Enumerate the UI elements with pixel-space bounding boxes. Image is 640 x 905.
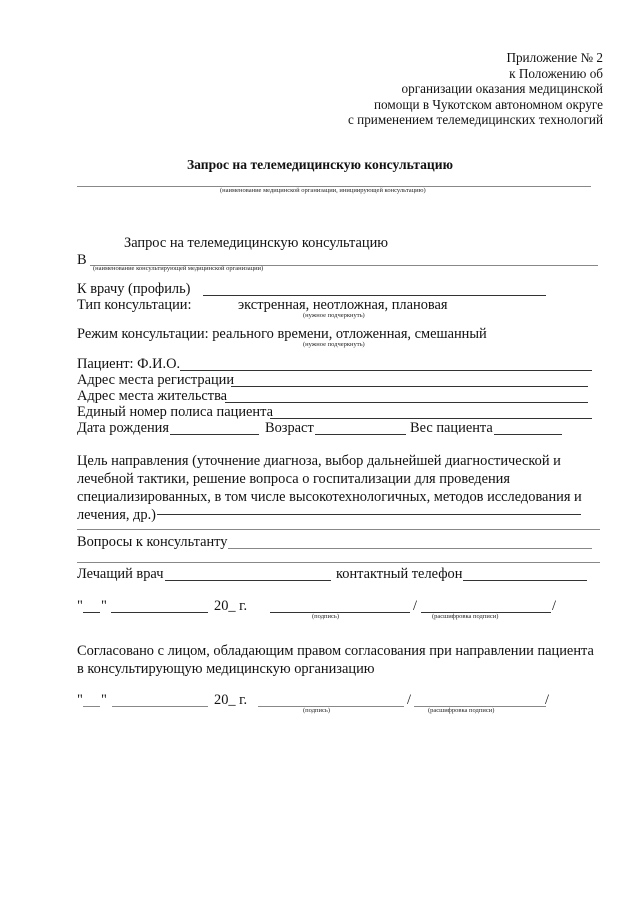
weight-label: Вес пациента bbox=[410, 420, 493, 436]
age-line[interactable] bbox=[315, 434, 406, 435]
policy-label: Единый номер полиса пациента bbox=[77, 404, 273, 420]
phone-label: контактный телефон bbox=[336, 566, 463, 582]
hint-signature: (подпись) bbox=[312, 613, 339, 620]
hint-target-org: (наименование консультирующей медицинской организации) bbox=[93, 265, 264, 272]
birth-label: Дата рождения bbox=[77, 420, 169, 436]
signature-line[interactable] bbox=[270, 612, 410, 613]
live-address-line[interactable] bbox=[225, 402, 588, 403]
signature-line[interactable] bbox=[258, 706, 404, 707]
date-quote-open: " bbox=[77, 692, 83, 708]
hint-decode: (расшифровка подписи) bbox=[432, 613, 499, 620]
patient-label: Пациент: Ф.И.О. bbox=[77, 356, 181, 372]
attending-label: Лечащий врач bbox=[77, 566, 164, 582]
questions-label: Вопросы к консультанту bbox=[77, 534, 228, 550]
consult-type-label: Тип консультации: bbox=[77, 297, 192, 313]
slash: / bbox=[413, 598, 417, 614]
questions-line-2[interactable] bbox=[77, 562, 600, 563]
purpose-text: Цель направления (уточнение диагноза, выбор дальнейшей диагностической и лечебной тактики, решение вопроса о госпитализации для проведения специализированных, в том числе высокотехнологичных, методов исследования и лечения, др.) bbox=[77, 453, 582, 523]
subtitle: Запрос на телемедицинскую консультацию bbox=[124, 235, 389, 251]
appendix-block bbox=[348, 50, 603, 128]
slash: / bbox=[545, 692, 549, 708]
appendix-line: Приложение № 2 bbox=[506, 50, 603, 65]
hint-org: (наименование медицинской организации, инициирующей консультацию) bbox=[220, 187, 426, 194]
policy-line[interactable] bbox=[270, 418, 592, 419]
live-address-label: Адрес места жительства bbox=[77, 388, 228, 404]
slash: / bbox=[552, 598, 556, 614]
day-line[interactable] bbox=[83, 706, 100, 707]
questions-line[interactable] bbox=[228, 548, 592, 549]
appendix-line: помощи в Чукотском автономном округе bbox=[373, 96, 603, 112]
reg-address-line[interactable] bbox=[231, 386, 588, 387]
birth-line[interactable] bbox=[170, 434, 259, 435]
patient-line[interactable] bbox=[180, 370, 592, 371]
document-title: Запрос на телемедицинскую консультацию bbox=[187, 157, 453, 172]
year-label: 20_ г. bbox=[214, 692, 248, 708]
purpose-line[interactable] bbox=[157, 514, 581, 515]
consult-type-options: экстренная, неотложная, плановая bbox=[238, 297, 448, 313]
appendix-line: с применением телемедицинских технологий bbox=[347, 112, 603, 128]
date-quote-open: " bbox=[77, 598, 83, 614]
doctor-label: К врачу (профиль) bbox=[77, 281, 191, 297]
date-quote-close: " bbox=[101, 598, 107, 614]
day-line[interactable] bbox=[83, 612, 100, 613]
hint-signature: (подпись) bbox=[303, 707, 330, 714]
age-label: Возраст bbox=[265, 420, 314, 436]
hint-underline: (нужное подчеркнуть) bbox=[303, 341, 365, 348]
year-label: 20_ г. bbox=[214, 598, 248, 614]
reg-address-label: Адрес места регистрации bbox=[77, 372, 235, 388]
attending-line[interactable] bbox=[165, 580, 331, 581]
hint-decode: (расшифровка подписи) bbox=[428, 707, 495, 714]
to-label: В bbox=[77, 252, 87, 268]
month-line[interactable] bbox=[111, 612, 208, 613]
appendix-line: к Положению об bbox=[509, 65, 603, 81]
weight-line[interactable] bbox=[494, 434, 562, 435]
doctor-line[interactable] bbox=[203, 295, 546, 296]
consult-mode: Режим консультации: реального времени, отложенная, смешанный bbox=[77, 326, 487, 342]
slash: / bbox=[407, 692, 411, 708]
phone-line[interactable] bbox=[463, 580, 587, 581]
hint-underline: (нужное подчеркнуть) bbox=[303, 312, 365, 319]
date-quote-close: " bbox=[101, 692, 107, 708]
appendix-line: организации оказания медицинской bbox=[401, 81, 603, 97]
agreed-text: Согласовано с лицом, обладающим правом согласования при направлении пациента в консультирующую медицинскую организацию bbox=[77, 643, 594, 677]
month-line[interactable] bbox=[112, 706, 208, 707]
purpose-line-2[interactable] bbox=[77, 529, 600, 530]
